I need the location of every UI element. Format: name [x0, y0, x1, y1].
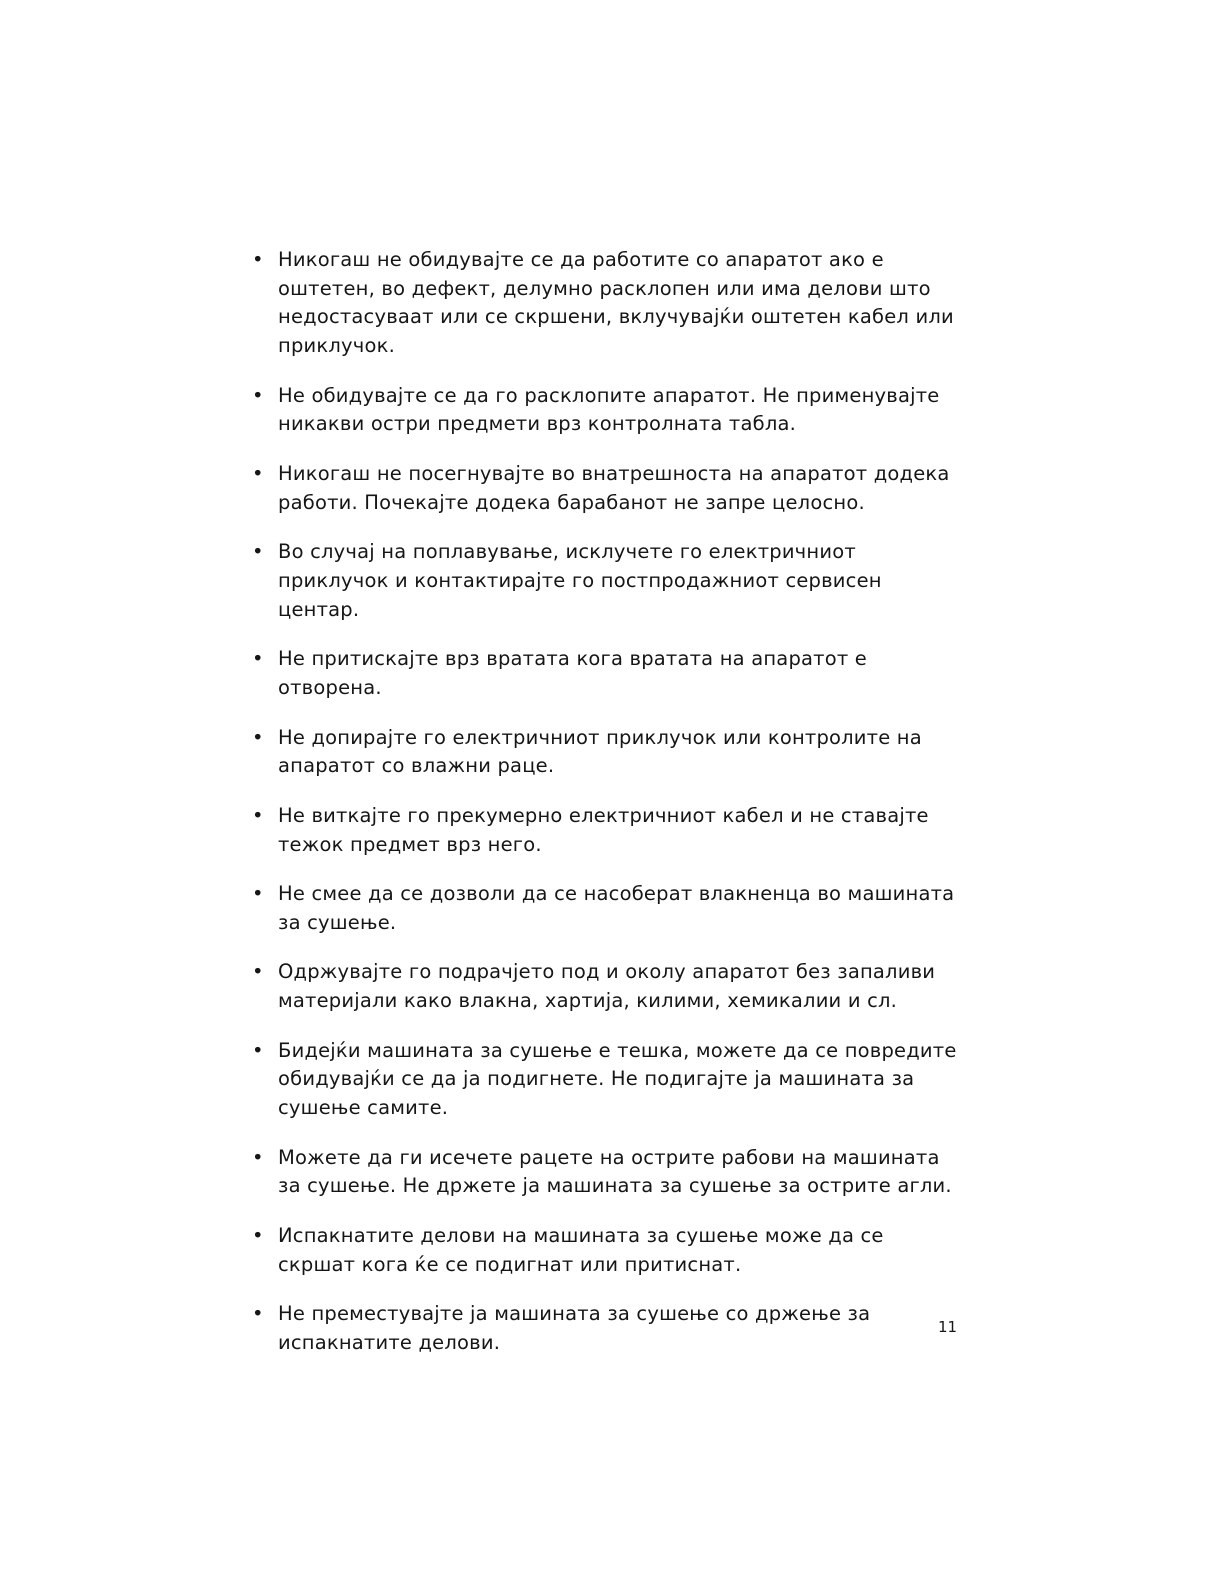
list-item [248, 880, 964, 937]
list-item-text: Одржувајте го подрачјето под и околу апаратот без запаливи материјали како влакна, хартија, килими, хемикалии и сл. [278, 960, 936, 1013]
bullet-icon: • [252, 960, 264, 984]
list-item [248, 1300, 964, 1357]
list-item [248, 460, 964, 517]
list-item [248, 538, 964, 624]
list-item [248, 246, 964, 361]
list-item [248, 958, 964, 1015]
list-item [248, 1144, 964, 1201]
bullet-icon: • [252, 882, 264, 906]
bullet-icon: • [252, 540, 264, 564]
list-item [248, 802, 964, 859]
list-item-text: Никогаш не посегнувајте во внатрешноста на апаратот додека работи. Почекајте додека барабанот не запре целосно. [278, 461, 950, 514]
safety-bullet-list [248, 246, 964, 1358]
list-item-text: Не виткајте го прекумерно електричниот кабел и не ставајте тежок предмет врз него. [278, 803, 929, 856]
list-item-text: Бидејќи машината за сушење е тешка, можете да се повредите обидувајќи се да ја подигнете. Не подигајте ја машината за сушење самите. [278, 1038, 957, 1120]
list-item [248, 1222, 964, 1279]
list-item [248, 724, 964, 781]
list-item-text: Испакнатите делови на машината за сушење може да се скршат кога ќе се подигнат или притиснат. [278, 1224, 884, 1276]
list-item-text: Во случај на поплавување, исклучете го електричниот приклучок и контактирајте го постпродажниот сервисен центар. [278, 540, 882, 621]
bullet-icon: • [252, 248, 264, 271]
list-item [248, 382, 964, 439]
bullet-icon: • [252, 383, 264, 407]
list-item-text: Не обидувајте се да го расклопите апаратот. Не применувајте никакви остри предмети врз контролната табла. [278, 383, 940, 436]
list-item-text: Никогаш не обидувајте се да работите со апаратот ако е оштетен, во дефект, делумно расклопен или има делови што недостасуваат или се скршени, вклучувајќи оштетен кабел или приклучок. [278, 248, 954, 357]
bullet-icon: • [252, 1145, 264, 1169]
list-item-text: Не смее да се дозволи да се насоберат влакненца во машината за сушење. [278, 882, 955, 934]
bullet-icon: • [252, 647, 264, 671]
bullet-icon: • [252, 1224, 264, 1248]
list-item-text: Не преместувајте ја машината за сушење со држење за испакнатите делови. [278, 1302, 871, 1355]
bullet-icon: • [252, 1038, 264, 1062]
safety-instructions-section [248, 246, 964, 1358]
list-item-text: Не допирајте го електричниот приклучок или контролите на апаратот со влажни раце. [278, 725, 922, 778]
bullet-icon: • [252, 1302, 264, 1326]
list-item [248, 1037, 964, 1123]
list-item-text: Не притискајте врз вратата кога вратата на апаратот е отворена. [278, 647, 867, 699]
list-item [248, 645, 964, 702]
bullet-icon: • [252, 461, 264, 485]
bullet-icon: • [252, 803, 264, 827]
list-item-text: Можете да ги исечете рацете на острите рабови на машината за сушење. Не држете ја машината за сушење за острите агли. [278, 1145, 952, 1198]
page-number: 11 [938, 1318, 958, 1336]
bullet-icon: • [252, 725, 264, 749]
